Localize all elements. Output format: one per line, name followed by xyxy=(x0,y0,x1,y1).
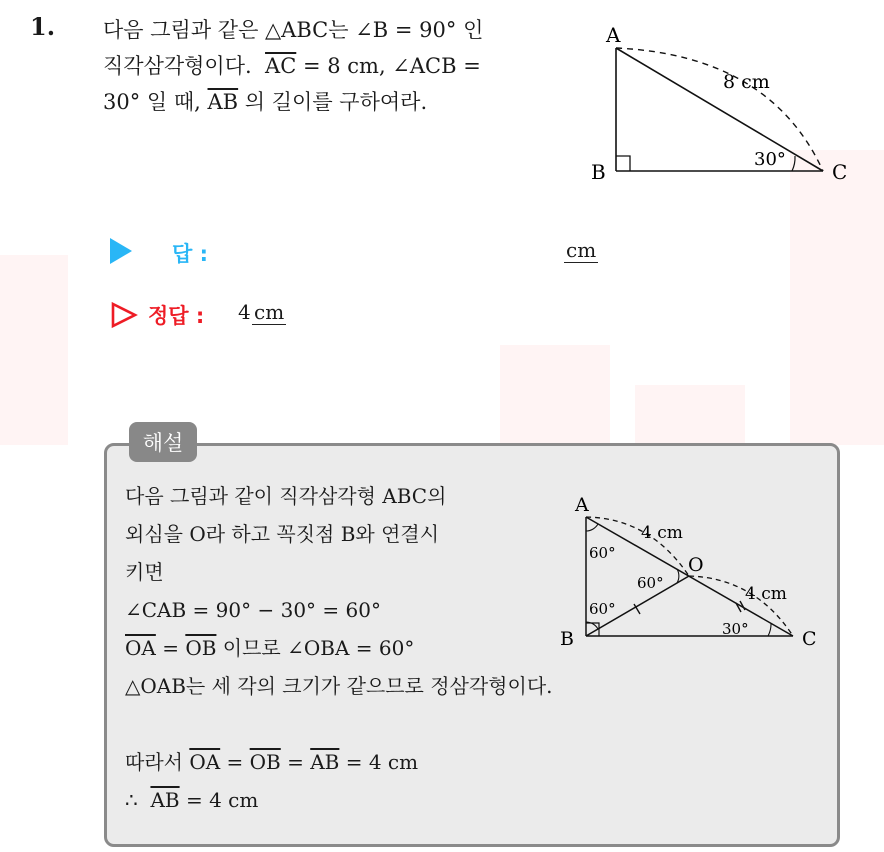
question-line-1: 다음 그림과 같은 △ABC는 ∠B = 90° 인 xyxy=(103,18,484,42)
vertex-b-label: B xyxy=(591,160,606,184)
triangle-figure xyxy=(580,15,860,190)
length-ao-label: 4 cm xyxy=(641,523,683,543)
angle-b-label: 60° xyxy=(589,600,616,618)
segment-ab: $\overline{AB}$ xyxy=(150,788,180,812)
angle-o-label: 60° xyxy=(637,574,664,592)
angle-arc xyxy=(792,156,795,171)
solution-text-part: = 4 cm xyxy=(179,788,259,812)
segment-ob: $\overline{OB}$ xyxy=(185,636,217,660)
question-text xyxy=(103,12,573,120)
solution-line-6: △OAB는 세 각의 크기가 같으므로 정삼각형이다. xyxy=(125,674,553,698)
solution-text-part: = xyxy=(280,750,311,774)
angle-arc-c xyxy=(768,623,771,636)
play-icon xyxy=(110,238,132,264)
solution-text-part: = 4 cm xyxy=(339,750,419,774)
vertex-c-label: C xyxy=(832,160,848,184)
answer-unit: cm xyxy=(566,238,597,262)
segment-ob: $\overline{OB}$ xyxy=(249,750,281,774)
correct-unit: cm xyxy=(254,300,285,324)
segment-oa: $\overline{OA}$ xyxy=(125,636,156,660)
solution-line-8 xyxy=(125,782,258,818)
solution-line-5 xyxy=(125,630,414,666)
circumcenter-figure xyxy=(555,485,845,660)
center-o-label: O xyxy=(688,554,704,576)
question-text-part: = 8 cm, ∠ACB = xyxy=(296,54,481,78)
background-block xyxy=(635,385,745,445)
solution-line-4: ∠CAB = 90° − 30° = 60° xyxy=(125,598,381,622)
play-outline-icon xyxy=(110,301,138,329)
side-ac xyxy=(616,48,823,171)
solution-line-7 xyxy=(125,744,418,780)
vertex-a-label: A xyxy=(606,23,621,47)
question-number: 1. xyxy=(30,12,56,41)
solution-text-part: = xyxy=(220,750,250,774)
length-label: 8 cm xyxy=(723,71,770,93)
solution-line-2: 외심을 O라 하고 꼭짓점 B와 연결시 xyxy=(125,522,440,546)
angle-label: 30° xyxy=(754,149,786,170)
vertex-c-label: C xyxy=(802,628,817,650)
solution-text-part: 이므로 ∠OBA = 60° xyxy=(216,636,415,660)
question-line-2 xyxy=(103,48,573,84)
answer-row xyxy=(110,238,597,268)
background-block xyxy=(500,345,610,445)
correct-label: 정답 : xyxy=(148,304,205,328)
segment-ab: $\overline{AB}$ xyxy=(207,90,239,114)
question-text-part: 의 길이를 구하여라. xyxy=(238,90,428,114)
solution-text-part: = xyxy=(155,636,186,660)
solution-tag: 해설 xyxy=(129,422,197,462)
correct-value: 4 xyxy=(238,300,251,324)
correct-answer-row xyxy=(110,300,410,330)
answer-label: 답 : xyxy=(172,242,208,266)
question-text-part: 직각삼각형이다. xyxy=(103,54,252,78)
background-block xyxy=(790,150,884,445)
segment-ac: $\overline{AC}$ xyxy=(265,54,297,78)
question-line-3 xyxy=(103,84,573,120)
therefore-symbol: ∴ xyxy=(125,788,145,812)
segment-oa: $\overline{OA}$ xyxy=(189,750,221,774)
solution-line-1: 다음 그림과 같이 직각삼각형 ABC의 xyxy=(125,484,447,508)
background-block xyxy=(0,255,68,445)
angle-a-label: 60° xyxy=(589,544,616,562)
length-oc-label: 4 cm xyxy=(745,584,787,604)
question-text-part: 30° 일 때, xyxy=(103,90,201,114)
segment-ab: $\overline{AB}$ xyxy=(310,750,340,774)
vertex-a-label: A xyxy=(575,494,589,516)
solution-line-3: 키면 xyxy=(125,560,164,584)
angle-arc-a xyxy=(586,524,598,531)
angle-c-label: 30° xyxy=(722,620,749,638)
angle-arc-o xyxy=(677,569,679,583)
vertex-b-label: B xyxy=(560,628,574,650)
right-angle-mark xyxy=(616,156,630,171)
solution-text-part: 따라서 xyxy=(125,750,190,774)
